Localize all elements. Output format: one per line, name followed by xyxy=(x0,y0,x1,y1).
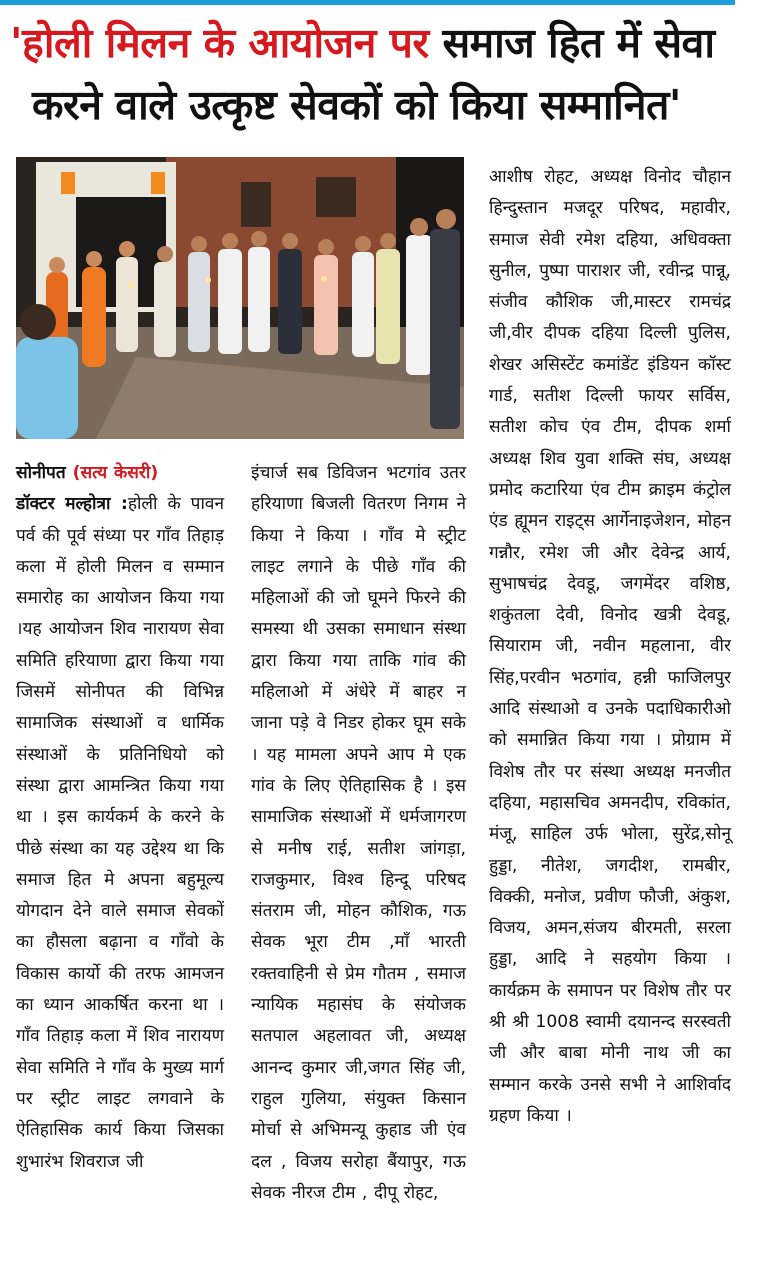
article-text-col2: इंचार्ज सब डिविजन भटगांव उतर हरियाणा बिजली वितरण निगम ने किया ने किया । गाँव मे स्ट्रीट लाइट लगाने के पीछे गाँव की महिलाओं की जो घूमने फिरने की समस्या थी उसका समाधान संस्था द्वारा किया गया ताकि गांव की महिलाओ में अंधेरे में बाहर न जाना पड़े वे निडर होकर घूम सके । यह मामला अपने आप मे एक गांव के लिए ऐतिहासिक है । इस सामाजिक संस्थाओं में धर्मजागरण से मनीष राई, सतीश जांगड़ा, राजकुमार, विश्व हिन्दू परिषद संतराम जी, मोहन कौशिक, गऊ सेवक भूरा टीम ,माँ भारती रक्तवाहिनी से प्रेम गौतम , समाज न्यायिक महासंघ के संयोजक सतपाल अहलावत जी, अध्यक्ष आनन्द कुमार जी,जगत सिंह जी, राहुल गुलिया, संयुक्त किसान मोर्चा से अभिमन्यू कुहाड जी एंव दल , विजय सरोहा बैंयापुर, गऊ सेवक नीरज टीम , दीपू रोहट, xyxy=(251,463,466,1203)
event-photo xyxy=(16,157,464,439)
byline: डॉक्टर मल्होत्रा : xyxy=(16,494,128,515)
article-text-col3: आशीष रोहट, अध्यक्ष विनोद चौहान हिन्दुस्तान मजदूर परिषद, महावीर, समाज सेवी रमेश दहिया, अधिवक्ता सुनील, पुष्पा पाराशर जी, रवीन्द्र पान्नू, संजीव कौशिक जी,मास्टर रामचंद्र जी,वीर दीपक दहिया दिल्ली पुलिस, शेखर असिस्टेंट कमांडेंट इंडियन कॉस्ट गार्ड, सतीश दिल्ली फायर सर्विस, सतीश कोच एंव टीम, दीपक शर्मा अध्यक्ष शिव युवा शक्ति संघ, अध्यक्ष प्रमोद कटारिया एंव टीम क्राइम कंट्रोल एंड ह्यूमन राइट्स आर्गेनाइजेशन, मोहन गन्नौर, रमेश जी और देवेन्द्र आर्य, सुभाषचंद्र देवडू, जगमेंदर वशिष्ठ, शकुंतला देवी, विनोद खत्री देवडू, सियाराम जी, नवीन महलाना, वीर सिंह,परवीन भठगांव, हन्नी फाजिलपुर आदि संस्थाओ व उनके पदाधिकारीओ को समान्नित किया गया । प्रोग्राम में विशेष तौर पर संस्था अध्यक्ष मनजीत दहिया, महासचिव अमनदीप, रविकांत, मंजू, साहिल उर्फ भोला, सुरेंद्र,सोनू हुड्डा, नीतेश, जगदीश, रामबीर, विक्की, मनोज, प्रवीण फौजी, अंकुश, विजय, अमन,संजय बीरमती, सरला हुड्डा, आदि ने सहयोग किया । कार्यक्रम के समापन पर विशेष तौर पर श्री श्री 1008 स्वामी दयानन्द सरस्वती जी और बाबा मोनी नाथ जी का सम्मान करके उनसे सभी ने आशिर्वाद ग्रहण किया । xyxy=(489,167,731,1126)
event-photo-illustration xyxy=(16,157,464,439)
top-accent-bar xyxy=(0,0,735,5)
headline xyxy=(10,12,750,136)
dateline-place: सोनीपत xyxy=(16,463,66,483)
article-text-col1: होली के पावन पर्व की पूर्व संध्या पर गाँव तिहाड़ कला में होली मिलन व सम्मान समारोह का आयोजन किया गया ।यह आयोजन शिव नारायण सेवा समिति हरियाणा द्वारा किया गया जिसमें सोनीपत की विभिन्न सामाजिक संस्थाओं व धार्मिक संस्थाओं के प्रतिनिधियो को संस्था द्वारा आमन्त्रित किया गया था । इस कार्यकर्म के करने के पीछे संस्था का यह उद्देश्य था कि समाज हित मे अपना बहुमूल्य योगदान देने वाले समाज सेवकों का हौसला बढ़ाना व गाँवो के विकास कार्यो की तरफ आमजन का ध्यान आकर्षित करना था । गाँव तिहाड़ कला में शिव नारायण सेवा समिति ने गाँव के मुख्य मार्ग पर स्ट्रीट लाइट लगवाने के ऐतिहासिक कार्य किया जिसका शुभारंभ शिवराज जी xyxy=(16,494,224,1172)
dateline-paper: (सत्य केसरी) xyxy=(65,463,159,483)
headline-line-2: करने वाले उत्कृष्ट सेवकों को किया सम्मानित' xyxy=(32,81,681,129)
article-column-3 xyxy=(489,162,731,1132)
article-column-2 xyxy=(251,458,466,1209)
headline-red-part: 'होली मिलन के आयोजन पर xyxy=(10,19,429,67)
headline-dark-part: समाज हित में सेवा xyxy=(428,19,715,67)
article-column-1 xyxy=(16,458,224,1178)
